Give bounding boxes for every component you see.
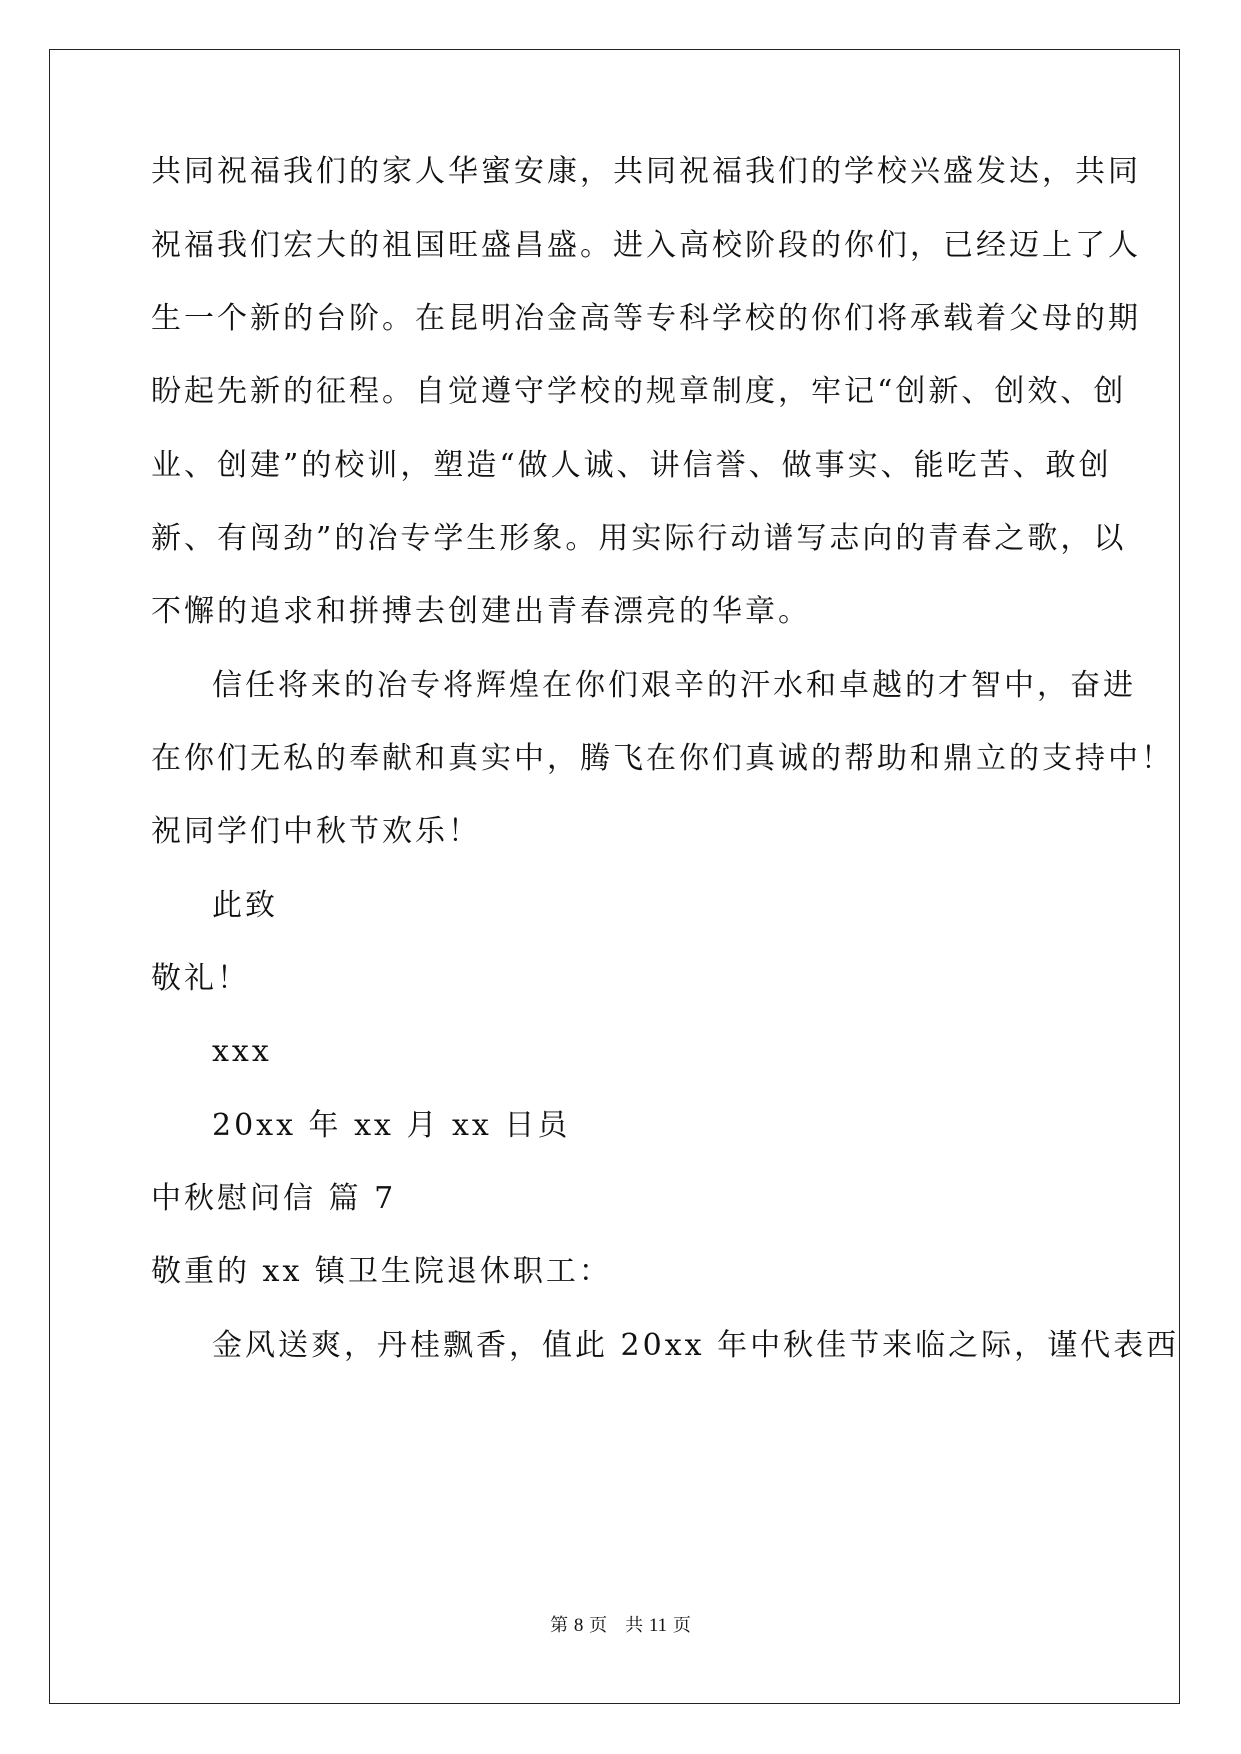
greeting-line: 敬重的 xx 镇卫生院退休职工： [151,1254,612,1289]
paragraph-line: 在你们无私的奉献和真实中，腾飞在你们真诚的帮助和鼎立的支持中！ [151,741,1174,776]
paragraph-line: 共同祝福我们的家人华蜜安康，共同祝福我们的学校兴盛发达，共同 [151,154,1141,189]
footer-page-current: 8 [573,1615,584,1636]
paragraph-line: 信任将来的冶专将辉煌在你们艰辛的汗水和卓越的才智中，奋进 [212,668,1136,703]
page-border [49,49,1180,1704]
paragraph-line: 业、创建”的校训，塑造“做人诚、讲信誉、做事实、能吃苦、敢创 [151,448,1112,483]
footer-page-mid: 页 共 [589,1615,644,1636]
footer-page-total: 11 [648,1615,668,1636]
paragraph-line: 祝福我们宏大的祖国旺盛昌盛。进入高校阶段的你们，已经迈上了人 [151,228,1141,263]
date-line: 20xx 年 xx 月 xx 日员 [212,1108,571,1143]
paragraph-line: 新、有闯劲”的冶专学生形象。用实际行动谱写志向的青春之歌，以 [151,521,1127,556]
page-footer [0,1614,1241,1638]
paragraph-line: 不懈的追求和拼搏去创建出青春漂亮的华章。 [151,594,811,629]
closing-line: 此致 [212,888,278,923]
paragraph-line: 金风送爽，丹桂飘香，值此 20xx 年中秋佳节来临之际，谨代表西 [212,1328,1180,1363]
footer-page-suffix: 页 [672,1615,691,1636]
footer-page-prefix: 第 [550,1615,569,1636]
signature-line: xxx [212,1034,272,1069]
section-heading: 中秋慰问信 篇 7 [151,1181,397,1216]
paragraph-line: 盼起先新的征程。自觉遵守学校的规章制度，牢记“创新、创效、创 [151,374,1127,409]
salutation-line: 敬礼！ [151,961,250,996]
paragraph-line: 祝同学们中秋节欢乐！ [151,814,481,849]
paragraph-line: 生一个新的台阶。在昆明冶金高等专科学校的你们将承载着父母的期 [151,301,1141,336]
